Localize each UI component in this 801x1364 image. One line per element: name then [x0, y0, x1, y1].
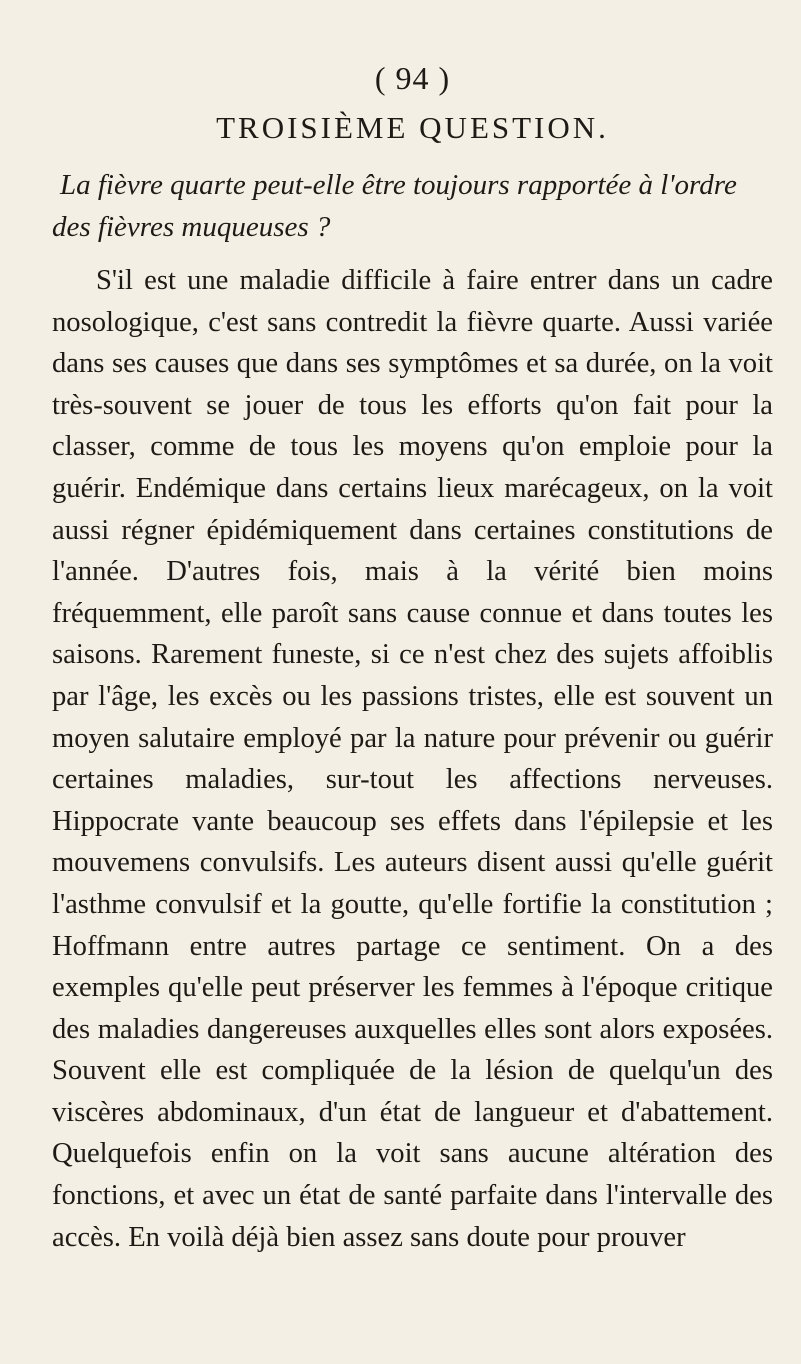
page-number: ( 94 )	[374, 60, 451, 96]
question-heading: La fièvre quarte peut-elle être toujours rapportée à l'ordre des fièvres muqueuses ?	[52, 169, 737, 243]
body-paragraph: S'il est une maladie difficile à faire entrer dans un cadre nosologique, c'est sans contredit la fièvre quarte. Aussi variée dans ses causes que dans ses symptômes et sa durée, on la voit très-souvent se jouer de tous les efforts qu'on fait pour la classer, comme de tous les moyens qu'on emploie pour la guérir. Endémique dans certains lieux marécageux, on la voit aussi régner épidémiquement dans certaines constitutions de l'année. D'autres fois, mais à la vérité bien moins fréquemment, elle paroît sans cause connue et dans toutes les saisons. Rarement funeste, si ce n'est chez des sujets affoiblis par l'âge, les excès ou les passions tristes, elle est souvent un moyen salutaire employé par la nature pour prévenir ou guérir certaines maladies, sur-tout les affections nerveuses. Hippocrate vante beaucoup ses effets dans l'épilepsie et les mouvemens convulsifs. Les auteurs disent aussi qu'elle guérit l'asthme convulsif et la goutte, qu'elle fortifie la constitution ; Hoffmann entre autres partage ce sentiment. On a des exemples qu'elle peut préserver les femmes à l'époque critique des maladies dangereuses auxquelles elles sont alors exposées. Souvent elle est compliquée de la lésion de quelqu'un des viscères abdominaux, d'un état de langueur et d'abattement. Quelquefois enfin on la voit sans aucune altération des fonctions, et avec un état de santé parfaite dans l'intervalle des accès. En voilà déjà bien assez sans doute pour prouver	[52, 265, 773, 1253]
section-title: TROISIÈME QUESTION.	[216, 110, 609, 145]
